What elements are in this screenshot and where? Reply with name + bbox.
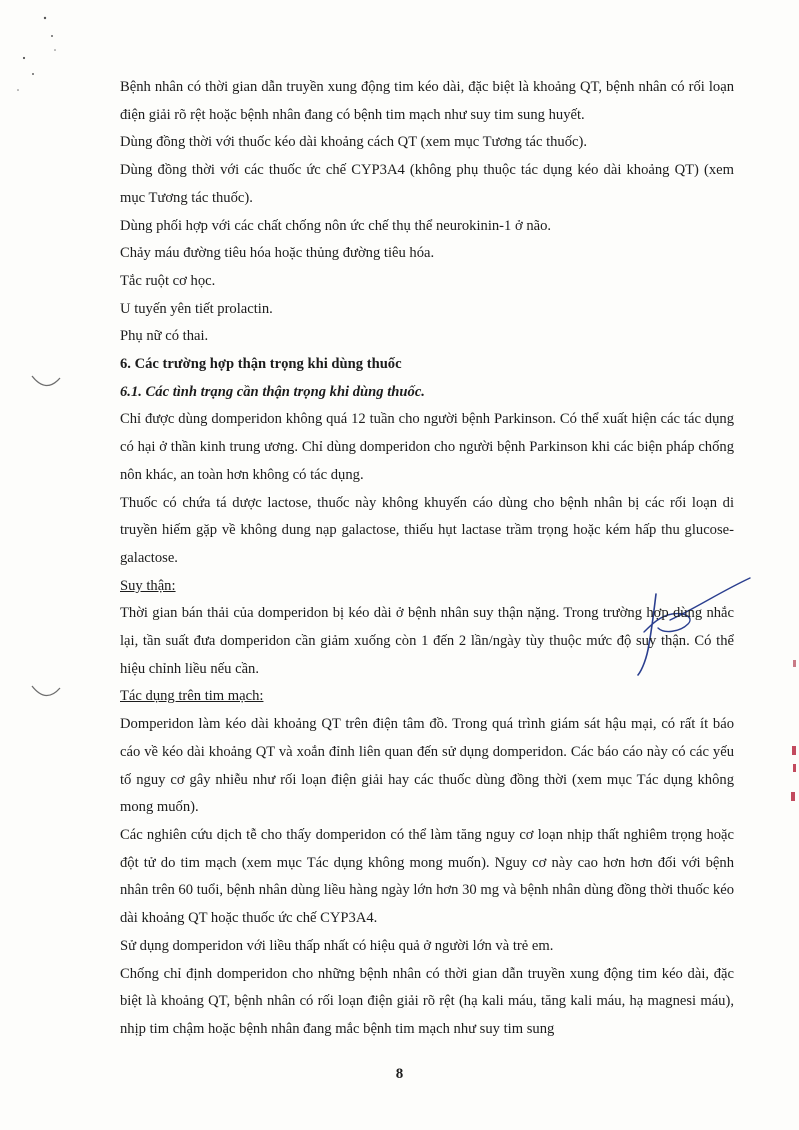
- binder-hole-mark-lower: [28, 682, 64, 706]
- subtopic-label: [120, 573, 734, 601]
- document-body: [120, 74, 734, 1044]
- subtopic-label: [120, 683, 734, 711]
- binder-hole-mark-upper: [28, 372, 64, 396]
- paragraph: Các nghiên cứu dịch tễ cho thấy domperidon có thể làm tăng nguy cơ loạn nhịp thất nghiêm trọng hoặc đột tử do tim mạch (xem mục Tác dụng không mong muốn). Nguy cơ này cao hơn hơn đối với bệnh nhân trên 60 tuổi, bệnh nhân dùng liều hàng ngày lớn hơn 30 mg và bệnh nhân dùng đồng thời thuốc kéo dài khoảng QT hoặc thuốc ức chế CYP3A4.: [120, 826, 734, 927]
- subtopic-label-text: Tác dụng trên tim mạch:: [120, 688, 264, 705]
- paragraph: Chỉ được dùng domperidon không quá 12 tuần cho người bệnh Parkinson. Có thể xuất hiện các tác dụng có hại ở thần kinh trung ương. Chỉ dùng domperidon cho người bệnh Parkinson khi các biện pháp chống nôn khác, an toàn hơn không có tác dụng.: [120, 411, 734, 483]
- paragraph: Dùng đồng thời với thuốc kéo dài khoảng cách QT (xem mục Tương tác thuốc).: [120, 134, 588, 151]
- paragraph: U tuyến yên tiết prolactin.: [120, 300, 273, 317]
- paragraph: Thời gian bán thải của domperidon bị kéo dài ở bệnh nhân suy thận nặng. Trong trường hợp dùng nhắc lại, tần suất đưa domperidon cần giảm xuống còn 1 đến 2 lần/ngày tùy thuộc mức độ suy thận. Có thể hiệu chỉnh liều nếu cần.: [120, 605, 734, 677]
- paragraph: Dùng đồng thời với các thuốc ức chế CYP3A4 (không phụ thuộc tác dụng kéo dài khoảng QT) (xem mục Tương tác thuốc).: [120, 162, 734, 206]
- stamp-edge-marks: [786, 660, 799, 810]
- subsection-heading: 6.1. Các tình trạng cần thận trọng khi dùng thuốc.: [120, 383, 425, 400]
- scan-specks: [0, 0, 70, 110]
- paragraph: Sử dụng domperidon với liều thấp nhất có hiệu quả ở người lớn và trẻ em.: [120, 937, 554, 954]
- paragraph: Chảy máu đường tiêu hóa hoặc thủng đường tiêu hóa.: [120, 245, 435, 262]
- paragraph: Dùng phối hợp với các chất chống nôn ức chế thụ thể neurokinin-1 ở não.: [120, 217, 552, 234]
- paragraph: Thuốc có chứa tá dược lactose, thuốc này không khuyến cáo dùng cho bệnh nhân bị các rối loạn di truyền hiếm gặp về không dung nạp galactose, thiếu hụt lactase trầm trọng hoặc kém hấp thu glucose-galactose.: [120, 494, 734, 566]
- page-number: 8: [395, 1066, 404, 1082]
- paragraph: Chống chỉ định domperidon cho những bệnh nhân có thời gian dẫn truyền xung động tim kéo dài, đặc biệt là khoảng QT, bệnh nhân có rối loạn điện giải rõ rệt (hạ kali máu, tăng kali máu, hạ magnesi máu), nhịp tim chậm hoặc bệnh nhân đang mắc bệnh tim mạch như suy tim sung: [120, 965, 734, 1037]
- section-heading: 6. Các trường hợp thận trọng khi dùng thuốc: [120, 356, 402, 373]
- paragraph: Phụ nữ có thai.: [120, 328, 209, 345]
- paragraph: Bệnh nhân có thời gian dẫn truyền xung động tim kéo dài, đặc biệt là khoảng QT, bệnh nhân có rối loạn điện giải rõ rệt hoặc bệnh nhân đang có bệnh tim mạch như suy tim sung huyết.: [120, 79, 734, 123]
- subtopic-label-text: Suy thận:: [120, 577, 176, 594]
- paragraph: Domperidon làm kéo dài khoảng QT trên điện tâm đồ. Trong quá trình giám sát hậu mại, có rất ít báo cáo về kéo dài khoảng QT và xoắn đỉnh liên quan đến sử dụng domperidon. Các báo cáo này có các yếu tố nguy cơ gây nhiễu như rối loạn điện giải hay các thuốc dùng đồng thời (xem mục Tác dụng không mong muốn).: [120, 716, 734, 816]
- paragraph: Tắc ruột cơ học.: [120, 272, 216, 289]
